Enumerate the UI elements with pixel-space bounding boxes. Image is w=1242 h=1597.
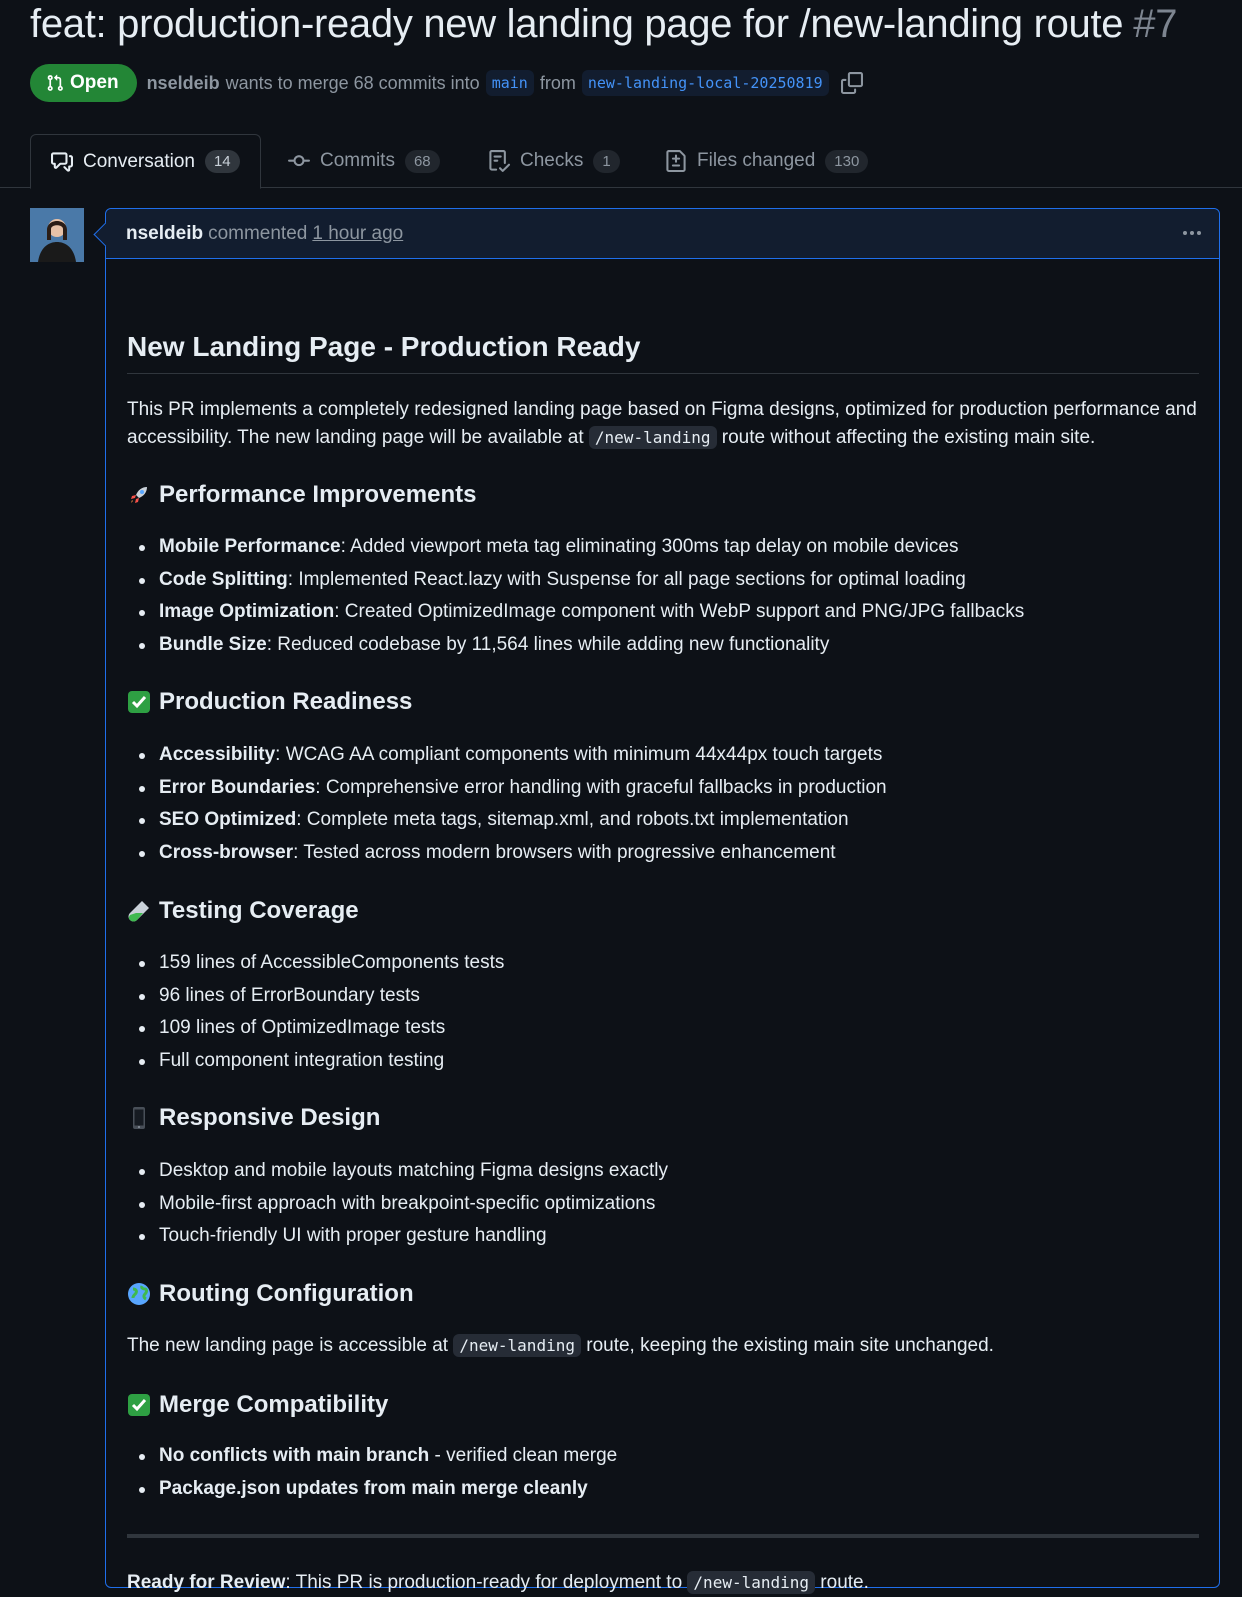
list-item: Cross-browser: Tested across modern browsers with progressive enhancement bbox=[159, 839, 887, 867]
inline-code: /new-landing bbox=[589, 426, 717, 449]
list-item: No conflicts with main branch - verified clean merge bbox=[159, 1442, 617, 1470]
list-merge bbox=[159, 1442, 617, 1507]
description-heading: New Landing Page - Production Ready bbox=[127, 331, 1199, 374]
list-item: Bundle Size: Reduced codebase by 11,564 lines while adding new functionality bbox=[159, 631, 1024, 659]
section-heading-responsive: Responsive Design bbox=[127, 1104, 380, 1132]
merge-description bbox=[147, 70, 863, 96]
list-testing bbox=[159, 949, 504, 1079]
section-heading-readiness: Production Readiness bbox=[127, 688, 412, 716]
git-pull-request-icon bbox=[46, 74, 64, 92]
check-mark-icon bbox=[127, 690, 151, 714]
list-item: Desktop and mobile layouts matching Figma designs exactly bbox=[159, 1157, 668, 1185]
pr-description-comment bbox=[105, 208, 1220, 1593]
list-item: Full component integration testing bbox=[159, 1047, 504, 1075]
list-item: Mobile Performance: Added viewport meta tag eliminating 300ms tap delay on mobile devices bbox=[159, 533, 1024, 561]
pr-meta bbox=[30, 64, 863, 102]
inline-code: /new-landing bbox=[453, 1334, 581, 1357]
footer-paragraph: Ready for Review: This PR is production-ready for deployment to /new-landing route. bbox=[127, 1572, 869, 1593]
comment-action: commented bbox=[208, 222, 308, 244]
comment-author[interactable]: nseldeib bbox=[126, 222, 204, 244]
globe-icon bbox=[127, 1282, 151, 1306]
list-item: Mobile-first approach with breakpoint-specific optimizations bbox=[159, 1190, 668, 1218]
copy-icon bbox=[841, 72, 863, 94]
list-item: Package.json updates from main merge cleanly bbox=[159, 1475, 617, 1503]
pr-title-text: feat: production-ready new landing page for /new-landing route bbox=[30, 2, 1124, 46]
tab-files-changed[interactable] bbox=[645, 134, 888, 188]
list-readiness bbox=[159, 741, 887, 871]
list-item: SEO Optimized: Complete meta tags, sitemap.xml, and robots.txt implementation bbox=[159, 806, 887, 834]
comment-options-button[interactable] bbox=[1179, 221, 1205, 245]
comment-header bbox=[106, 209, 1219, 259]
checklist-icon bbox=[488, 150, 510, 172]
comment-discussion-icon bbox=[51, 151, 73, 173]
copy-branch-button[interactable] bbox=[841, 72, 863, 94]
avatar[interactable] bbox=[30, 208, 84, 262]
divider bbox=[127, 1534, 1199, 1538]
inline-code: /new-landing bbox=[687, 1571, 815, 1594]
section-heading-testing: Testing Coverage bbox=[127, 897, 359, 925]
tab-checks[interactable] bbox=[468, 134, 640, 188]
status-label: Open bbox=[70, 72, 119, 93]
list-item: 109 lines of OptimizedImage tests bbox=[159, 1014, 504, 1042]
base-branch[interactable]: main bbox=[486, 70, 534, 96]
merge-from-text: from bbox=[539, 72, 576, 93]
list-item: Touch-friendly UI with proper gesture handling bbox=[159, 1222, 668, 1250]
tab-counter: 1 bbox=[593, 150, 619, 173]
intro-paragraph: This PR implements a completely redesigned landing page based on Figma designs, optimized for production performance and accessibility. The new landing page will be available at /new-landing route without affecting the existing main site. bbox=[127, 399, 1197, 448]
tab-label: Commits bbox=[320, 150, 395, 171]
git-commit-icon bbox=[288, 150, 310, 172]
pr-number[interactable]: #7 bbox=[1133, 2, 1178, 46]
list-item: 96 lines of ErrorBoundary tests bbox=[159, 982, 504, 1010]
comment-timestamp[interactable]: 1 hour ago bbox=[312, 222, 404, 244]
merge-text: wants to merge 68 commits into bbox=[225, 72, 480, 93]
list-item: 159 lines of AccessibleComponents tests bbox=[159, 949, 504, 977]
tab-label: Files changed bbox=[697, 150, 816, 171]
tab-label: Conversation bbox=[83, 150, 195, 172]
file-diff-icon bbox=[665, 150, 687, 172]
routing-paragraph: The new landing page is accessible at /new-landing route, keeping the existing main site unchanged. bbox=[127, 1335, 994, 1356]
list-item: Accessibility: WCAG AA compliant components with minimum 44x44px touch targets bbox=[159, 741, 887, 769]
tab-counter: 130 bbox=[825, 150, 868, 173]
tab-conversation[interactable] bbox=[30, 134, 261, 189]
section-heading-merge: Merge Compatibility bbox=[127, 1391, 388, 1419]
list-item: Error Boundaries: Comprehensive error handling with graceful fallbacks in production bbox=[159, 774, 887, 802]
rocket-icon bbox=[127, 483, 151, 507]
pr-author-link[interactable]: nseldeib bbox=[146, 72, 220, 93]
section-heading-routing: Routing Configuration bbox=[127, 1280, 414, 1308]
check-mark-icon bbox=[127, 1393, 151, 1417]
section-heading-performance: Performance Improvements bbox=[127, 481, 476, 509]
list-item: Image Optimization: Created OptimizedImage component with WebP support and PNG/JPG fallbacks bbox=[159, 598, 1024, 626]
list-performance bbox=[159, 533, 1024, 663]
tab-label: Checks bbox=[520, 150, 584, 171]
test-tube-icon bbox=[127, 899, 151, 923]
pr-title bbox=[30, 2, 1177, 47]
tab-counter: 68 bbox=[405, 150, 440, 173]
tab-commits[interactable] bbox=[268, 134, 460, 188]
list-item: Code Splitting: Implemented React.lazy with Suspense for all page sections for optimal loading bbox=[159, 566, 1024, 594]
mobile-phone-icon bbox=[127, 1106, 151, 1130]
head-branch[interactable]: new-landing-local-20250819 bbox=[582, 70, 829, 96]
pr-tabs bbox=[0, 134, 1242, 188]
tab-counter: 14 bbox=[205, 150, 240, 173]
list-responsive bbox=[159, 1157, 668, 1255]
status-badge bbox=[30, 64, 137, 102]
